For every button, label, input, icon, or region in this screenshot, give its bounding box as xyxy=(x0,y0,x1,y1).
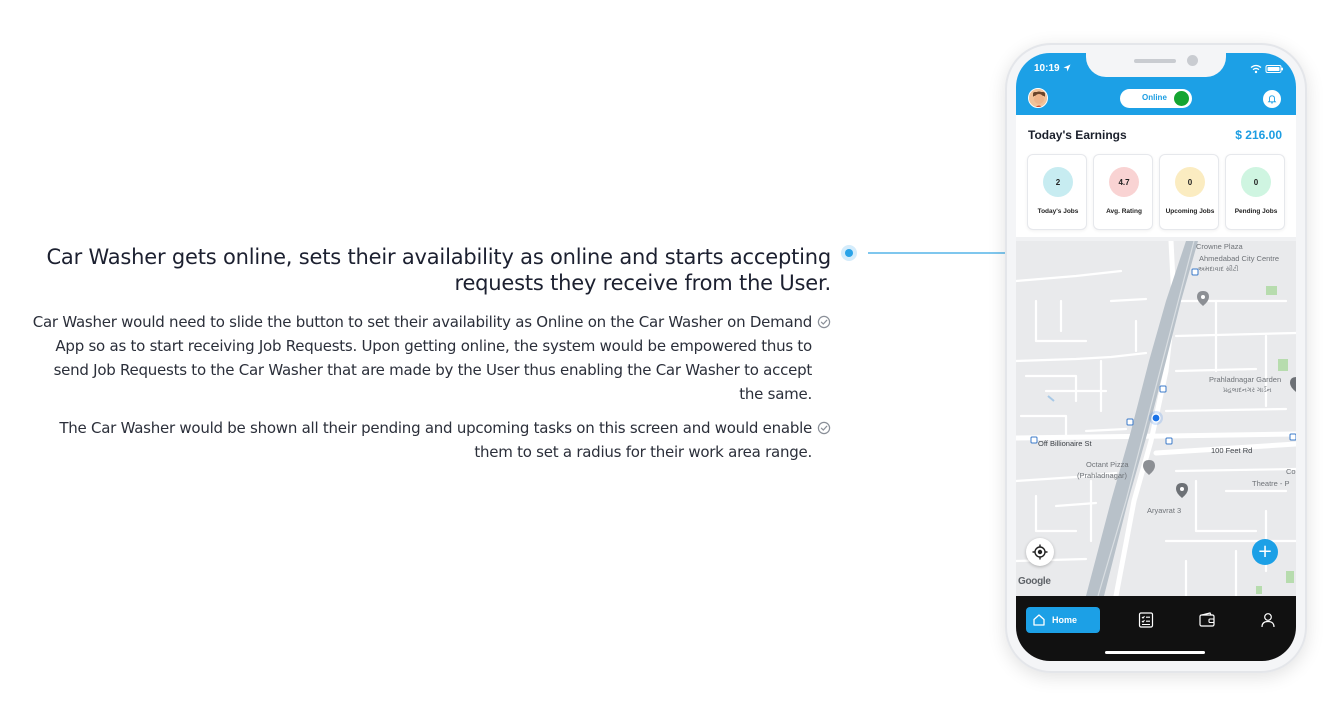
section-headline: Car Washer gets online, sets their availability as online and starts accepting requests they receive from the User. xyxy=(46,245,831,295)
google-logo: Google xyxy=(1018,576,1051,587)
stat-card-todays-jobs[interactable] xyxy=(1027,154,1087,230)
stat-value-pending-jobs: 0 xyxy=(1241,167,1271,197)
check-circle-icon xyxy=(817,421,831,435)
speaker xyxy=(1134,59,1176,63)
nav-home-label: Home xyxy=(1052,615,1078,625)
nav-home-button[interactable] xyxy=(1026,607,1100,633)
home-icon xyxy=(1032,613,1046,627)
home-indicator xyxy=(1105,651,1205,654)
plus-icon: + xyxy=(1257,541,1273,562)
battery-icon xyxy=(1266,66,1283,73)
stat-value-upcoming-jobs: 0 xyxy=(1175,167,1205,197)
connector-dot xyxy=(841,245,857,261)
crosshair-icon xyxy=(1032,544,1048,560)
my-location-button[interactable] xyxy=(1026,538,1054,566)
map-label-off-billionaire-st: Off Billionaire St xyxy=(1038,439,1092,448)
wallet-icon[interactable] xyxy=(1198,611,1216,629)
stat-value-avg-rating: 4.7 xyxy=(1109,167,1139,197)
app-header xyxy=(1016,53,1296,115)
map-label-co: Co xyxy=(1286,467,1296,476)
map-label-ahmedabad-city-centre: Ahmedabad City Centre xyxy=(1199,254,1280,263)
stat-label-avg-rating: Avg. Rating xyxy=(1106,208,1142,215)
online-toggle[interactable] xyxy=(1120,89,1192,108)
add-button[interactable] xyxy=(1252,539,1278,565)
status-time xyxy=(1034,63,1071,74)
earnings-label: Today's Earnings xyxy=(1028,128,1127,142)
earnings-value: $ 216.00 xyxy=(1235,128,1282,142)
status-time-text: 10:19 xyxy=(1034,63,1060,74)
stat-label-todays-jobs: Today's Jobs xyxy=(1037,208,1079,215)
map-label-ahmedabad-city-centre-guj: અમદાવાદ સીટી xyxy=(1198,266,1239,273)
stats-row xyxy=(1027,154,1285,230)
camera xyxy=(1187,55,1198,66)
map-label-aryavrat: Aryavrat 3 xyxy=(1147,506,1182,515)
stat-label-upcoming-jobs: Upcoming Jobs xyxy=(1165,208,1215,215)
bottom-nav xyxy=(1016,596,1296,661)
map-label-crowne-plaza: Crowne Plaza xyxy=(1196,242,1243,251)
task-list-icon[interactable] xyxy=(1137,611,1155,629)
map-label-prahladnagar-garden-guj: પ્રહલાદનગર ગાર્ડન xyxy=(1223,387,1272,394)
phone-notch xyxy=(1086,53,1226,77)
bell-icon xyxy=(1267,94,1277,104)
stat-card-pending-jobs[interactable] xyxy=(1225,154,1285,230)
map-label-prahladnagar-garden: Prahladnagar Garden xyxy=(1209,375,1282,384)
map-label-100-feet-rd: 100 Feet Rd xyxy=(1211,446,1253,455)
stat-card-upcoming-jobs[interactable] xyxy=(1159,154,1219,230)
phone-screen xyxy=(1016,53,1296,661)
feature-point-pending-tasks: The Car Washer would be shown all their pending and upcoming tasks on this screen and would enable them to set a radius for their work area range. xyxy=(59,419,812,461)
notifications-button[interactable] xyxy=(1263,90,1281,108)
check-circle-icon xyxy=(817,315,831,329)
stat-label-pending-jobs: Pending Jobs xyxy=(1234,208,1278,215)
map-label-prahladnagar: (Prahladnagar) xyxy=(1077,471,1128,480)
map-label-octant-pizza: Octant Pizza xyxy=(1086,460,1129,469)
online-toggle-label: Online xyxy=(1142,93,1167,102)
connector-line xyxy=(868,252,1008,254)
stat-value-todays-jobs: 2 xyxy=(1043,167,1073,197)
avatar-image xyxy=(1029,89,1048,108)
feature-point-online-toggle: Car Washer would need to slide the button to set their availability as Online on the Car Washer on Demand App so as to start receiving Job Requests. Upon getting online, the system would be empowered thus to send Job Requests to the Car Washer that are made by the User thus enabling the Car Washer to accept the same. xyxy=(32,313,812,403)
status-icons xyxy=(1250,64,1286,74)
stat-card-avg-rating[interactable] xyxy=(1093,154,1153,230)
map-label-theatre: Theatre - P xyxy=(1252,479,1290,488)
wifi-icon xyxy=(1251,66,1261,74)
user-icon[interactable] xyxy=(1259,611,1277,629)
online-toggle-knob[interactable] xyxy=(1174,91,1189,106)
avatar[interactable] xyxy=(1028,88,1048,108)
location-arrow-icon xyxy=(1063,64,1071,72)
map-view[interactable] xyxy=(1016,241,1296,596)
